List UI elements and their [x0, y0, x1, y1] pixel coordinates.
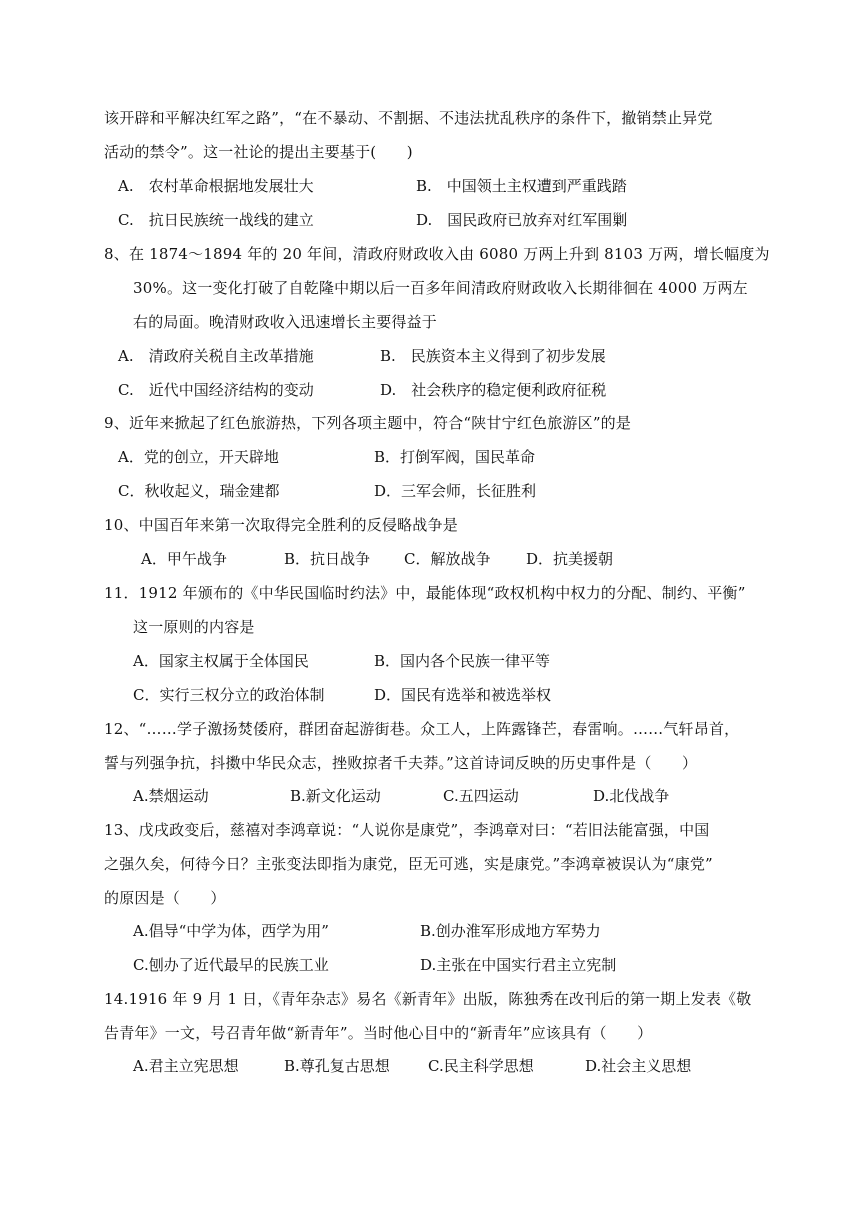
q8-option-c: C. 近代中国经济结构的变动	[118, 381, 314, 399]
q8-stem-line-1: 8、在 1874～1894 年的 20 年间，清政府财政收入由 6080 万两上升到 8103 万两，增长幅度为	[104, 245, 770, 263]
q13-stem-line-2: 之强久矣，何待今日？主张变法即指为康党，臣无可逃，实是康党。”李鸿章被误认为“康党”	[104, 855, 713, 873]
q14-option-d: D.社会主义思想	[585, 1057, 692, 1075]
q9-option-a: A．党的创立，开天辟地	[118, 448, 279, 466]
q11-option-c: C．实行三权分立的政治体制	[133, 686, 325, 704]
q10-option-c: C．解放战争	[404, 550, 491, 568]
q10-option-b: B．抗日战争	[284, 550, 371, 568]
q13-option-b: B.创办淮军形成地方军势力	[420, 922, 601, 940]
q8-stem-line-3: 右的局面。晚清财政收入迅速增长主要得益于	[133, 313, 438, 331]
q12-option-d: D.北伐战争	[593, 787, 670, 805]
q12-option-a: A.禁烟运动	[133, 787, 209, 805]
q14-option-b: B.尊孔复古思想	[284, 1057, 390, 1075]
q11-stem-line-2: 这一原则的内容是	[133, 618, 255, 636]
q8-stem-line-2: 30%。这一变化打破了自乾隆中期以后一百多年间清政府财政收入长期徘徊在 4000 万两左	[133, 279, 748, 297]
q11-option-a: A．国家主权属于全体国民	[133, 652, 309, 670]
q7-option-a: A. 农村革命根据地发展壮大	[118, 177, 314, 195]
q10-option-d: D．抗美援朝	[526, 550, 614, 568]
q7-stem-line-2: 活动的禁令”。这一社论的提出主要基于( )	[104, 143, 413, 161]
q9-stem-line-1: 9、近年来掀起了红色旅游热，下列各项主题中，符合“陕甘宁红色旅游区”的是	[104, 414, 632, 432]
q8-option-d: D. 社会秩序的稳定便利政府征税	[380, 381, 607, 399]
q7-option-c: C. 抗日民族统一战线的建立	[118, 211, 314, 229]
q12-stem-line-1: 12、“……学子激扬焚倭府，群团奋起游街巷。众工人，上阵露锋芒，春雷响。……气轩昂首，	[104, 720, 740, 738]
q12-stem-line-2: 誓与列强争抗，抖擞中华民众志，挫败掠者千夫莽。”这首诗词反映的历史事件是（ ）	[104, 754, 698, 772]
q12-option-b: B.新文化运动	[290, 787, 381, 805]
q11-stem-line-1: 11．1912 年颁布的《中华民国临时约法》中，最能体现“政权机构中权力的分配、制约、平衡”	[104, 584, 746, 602]
q9-option-c: C．秋收起义，瑞金建都	[118, 482, 280, 500]
q14-option-a: A.君主立宪思想	[133, 1057, 239, 1075]
q12-option-c: C.五四运动	[443, 787, 519, 805]
q13-option-a: A.倡导“中学为体，西学为用”	[133, 922, 329, 940]
q9-option-d: D．三军会师，长征胜利	[374, 482, 537, 500]
q13-option-c: C.刨办了近代最早的民族工业	[133, 956, 329, 974]
q14-stem-line-1: 14.1916 年 9 月 1 日，《青年杂志》易名《新青年》出版，陈独秀在改刊后的第一期上发表《敬	[104, 990, 752, 1008]
q9-option-b: B．打倒军阀，国民革命	[374, 448, 536, 466]
q14-option-c: C.民主科学思想	[428, 1057, 534, 1075]
q7-option-d: D. 国民政府已放弃对红军围剿	[416, 211, 628, 229]
q7-option-b: B. 中国领土主权遭到严重践踏	[416, 177, 627, 195]
q7-stem-line-1: 该开辟和平解决红军之路”，“在不暴动、不割据、不违法扰乱秩序的条件下，撤销禁止异党	[104, 109, 713, 127]
q13-stem-line-3: 的原因是（ ）	[104, 889, 226, 907]
q8-option-a: A. 清政府关税自主改革措施	[118, 347, 314, 365]
q11-option-b: B．国内各个民族一律平等	[374, 652, 551, 670]
q14-stem-line-2: 告青年》一文，号召青年做“新青年”。当时他心目中的“新青年”应该具有（ ）	[104, 1024, 653, 1042]
q10-stem-line-1: 10、中国百年来第一次取得完全胜利的反侵略战争是	[104, 516, 458, 534]
q13-option-d: D.主张在中国实行君主立宪制	[420, 956, 617, 974]
q11-option-d: D．国民有选举和被选举权	[374, 686, 552, 704]
q13-stem-line-1: 13、戊戌政变后，慈禧对李鸿章说：“人说你是康党”，李鸿章对曰：“若旧法能富强，中国	[104, 821, 710, 839]
q8-option-b: B. 民族资本主义得到了初步发展	[380, 347, 606, 365]
q10-option-a: A．甲午战争	[141, 550, 227, 568]
